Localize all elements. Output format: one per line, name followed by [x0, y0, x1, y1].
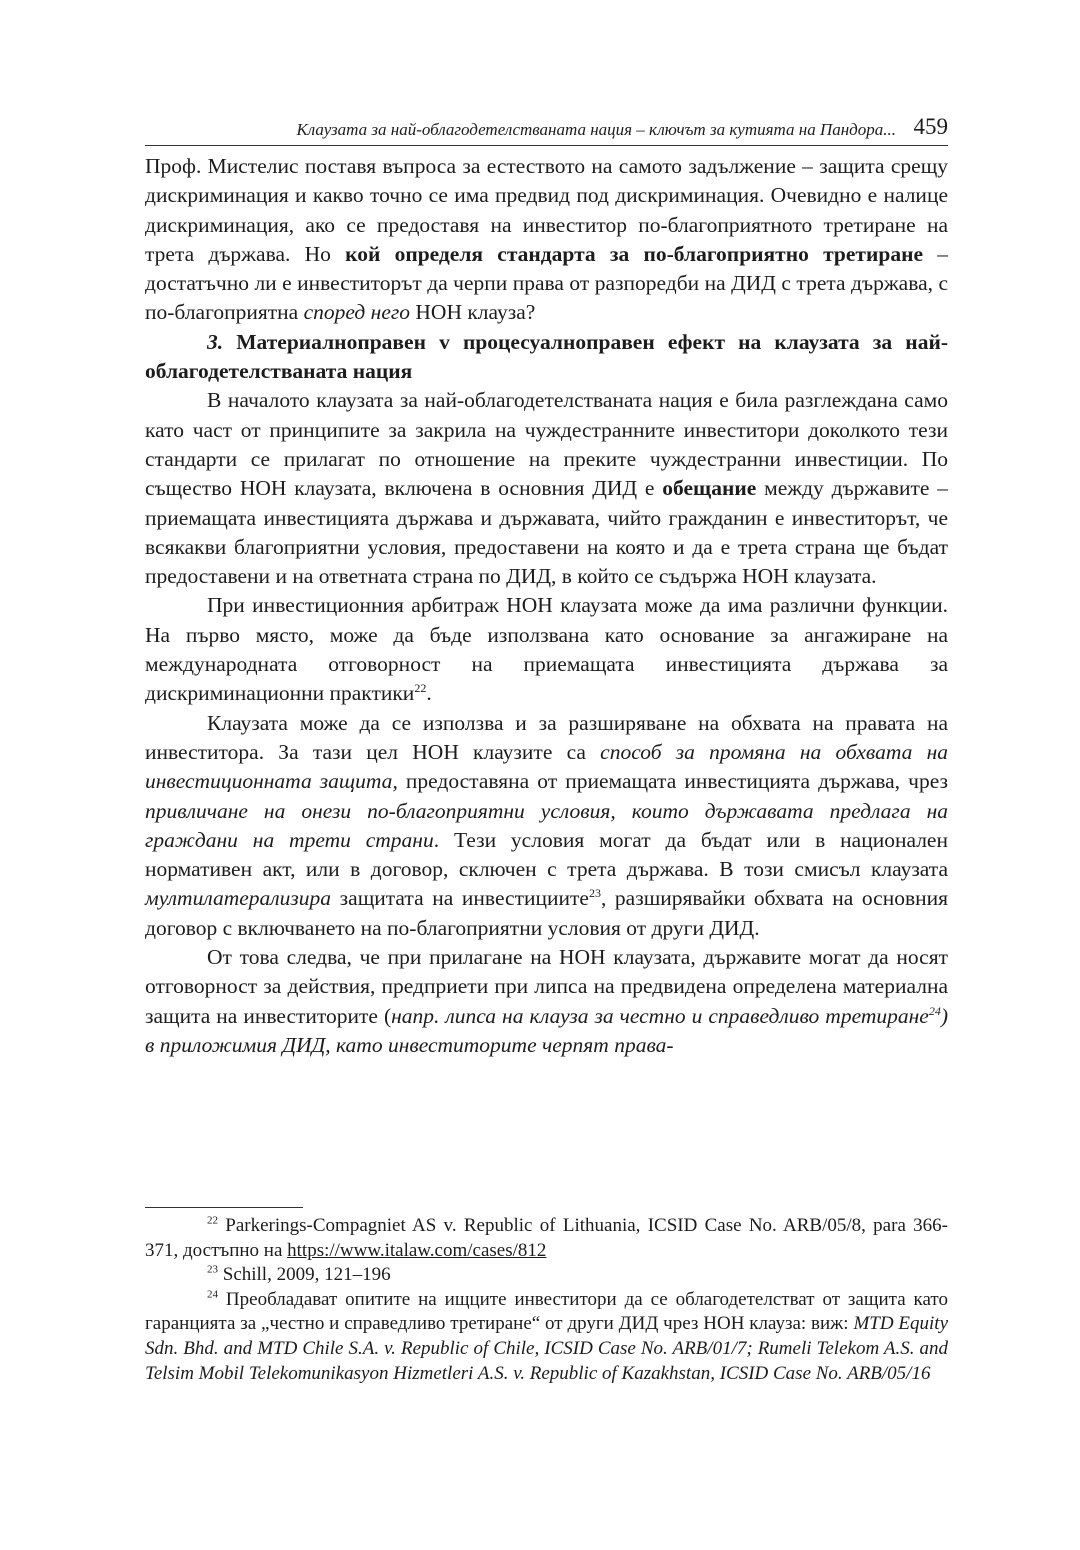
footnotes: [145, 1214, 948, 1386]
footnote-divider: [145, 1207, 303, 1208]
running-header-title: Клаузата за най-облагодетелстваната нация – ключът за кутията на Пандора...: [296, 120, 896, 139]
paragraph-3: При инвестиционния арбитраж НОН клаузата може да има различни функции. На първо място, може да бъде използвана като основание за ангажиране на международната отговорност на приемащата инвестицията държава за дискриминационни практики$^{22}$.: [145, 593, 948, 706]
footnote-23: $^{23}$ Schill, 2009, 121–196: [207, 1263, 391, 1286]
paragraph-4: Клаузата може да се използва и за разширяване на обхвата на правата на инвеститора. За тази цел НОН клаузите са способ за промяна на обхвата на инвестиционната защита, предоставяна от приемащата инвестицията държава, чрез привличане на онези по-благоприятни условия, които държавата предлага на граждани на трети страни. Тези условия могат да бъдат или в национален нормативен акт, или в договор, сключен с трета държава. В този смисъл клаузата мултилатерализира защитата на инвестициите$^{23}$, разширявайки обхвата на основния договор с включването на по-благоприятни условия от други ДИД.: [145, 710, 949, 940]
paragraph-5: От това следва, че при прилагане на НОН клаузата, държавите могат да носят отговорност за действия, предприети при липса на предвидена определена материална защита на инвеститорите (напр. липса на клауза за честно и справедливо третиране$^{24}$) в приложимия ДИД, като инвеститорите черпят права-: [145, 945, 948, 1057]
footnote-ref-22[interactable]: 22: [414, 681, 427, 696]
footnote-22: $^{22}$ Parkerings-Compagniet AS v. Republic of Lithuania, ICSID Case No. ARB/05/8, para 366-371, достъпно на https://www.italaw.com/cases/812: [145, 1214, 948, 1261]
footnote-ref-23[interactable]: 23: [588, 886, 601, 901]
body-text: [145, 152, 948, 1060]
page-number: 459: [913, 114, 948, 139]
footnote-link[interactable]: https://www.italaw.com/cases/812: [287, 1239, 547, 1261]
footnote-ref-24[interactable]: 24: [928, 1003, 941, 1018]
paragraph-2: В началото клаузата за най-облагодетелстваната нация е била разглеждана само като част от принципите за закрила на чуждестранните инвеститори доколкото тези стандарти се прилагат по отношение на преките чуждестранни инвестиции. По същество НОН клаузата, включена в основния ДИД е обещание между държавите – приемащата инвестицията държава и държавата, чийто гражданин е инвеститорът, че всякакви благоприятни условия, предоставени на която и да е трета страна ще бъдат предоставени и на ответната страна по ДИД, в който се съдържа НОН клаузата.: [145, 388, 948, 589]
paragraph-1: Проф. Мистелис поставя въпроса за естеството на самото задължение – защита срещу дискриминация и какво точно се има предвид под дискриминация. Очевидно е налице дискриминация, ако се предоставя на инвеститор по-благоприятното третиране на трета държава. Но кой определя стандарта за по-благоприятно третиране – достатъчно ли е инвеститорът да черпи права от разпоредби на ДИД с трета държава, с по-благоприятна според него НОН клауза?: [145, 154, 948, 325]
running-header: [145, 112, 948, 146]
footnote-24: $^{24}$ Преобладават опитите на ищците инвеститори да се облагодетелстват от защита като гаранцията за „честно и справедливо третиране“ от други ДИД чрез НОН клауза: виж: MTD Equity Sdn. Bhd. and MTD Chile S.A. v. Republic of Chile, ICSID Case No. ARB/01/7; Rumeli Telekom A.S. and Telsim Mobil Telekomunikasyon Hizmetleri A.S. v. Republic of Kazakhstan, ICSID Case No. ARB/05/16: [145, 1288, 949, 1384]
page: [145, 112, 948, 1060]
section-heading: 3. Материалноправен v процесуалноправен ефект на клаузата за най-облагодетелстваната нация: [145, 329, 948, 384]
